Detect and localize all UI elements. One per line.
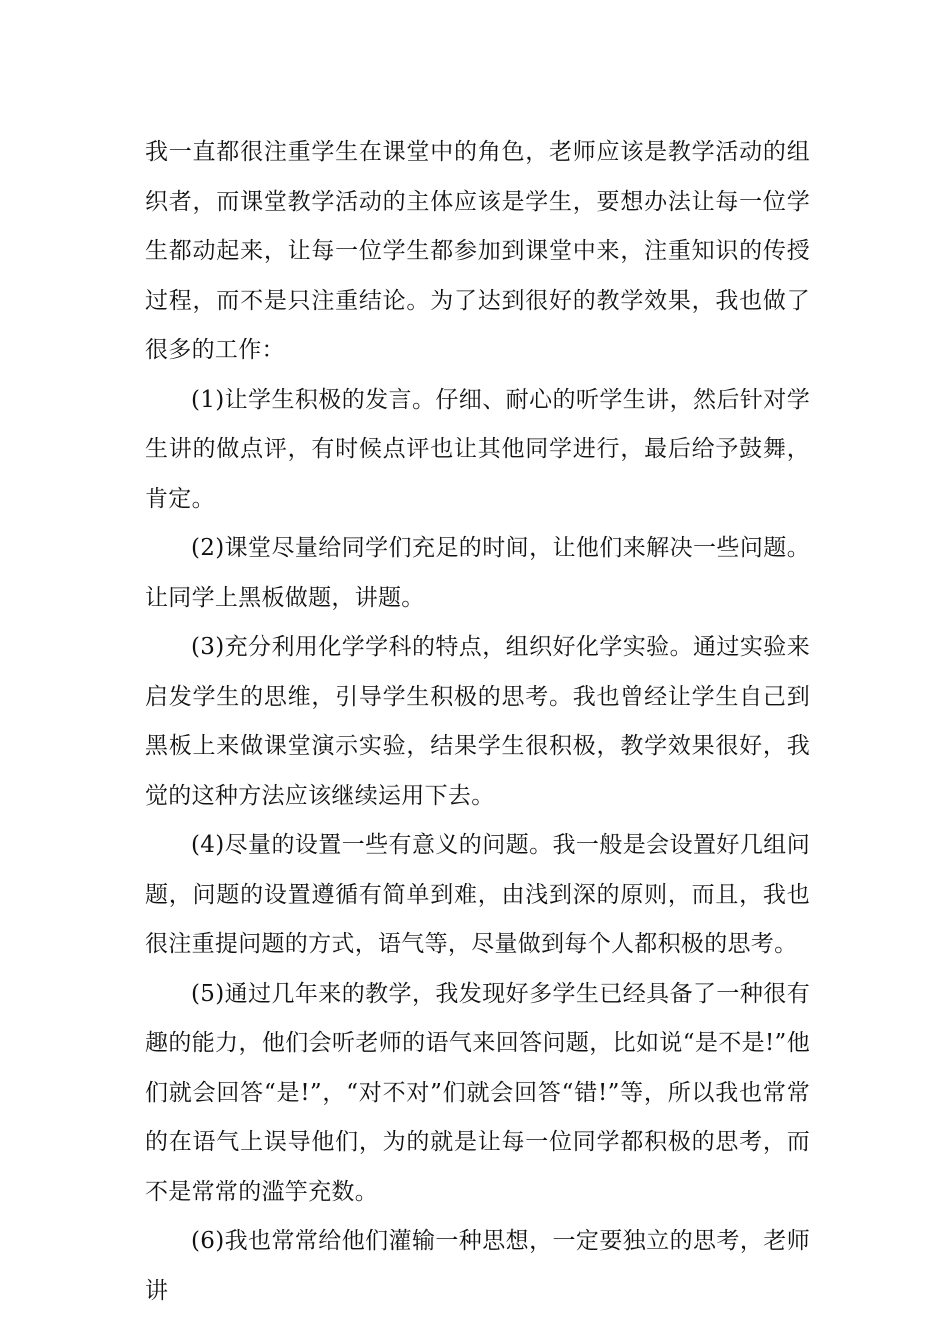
paragraph-item-6: (6)我也常常给他们灌输一种思想，一定要独立的思考，老师讲 (145, 1228, 810, 1304)
paragraph-item-1: (1)让学生积极的发言。仔细、耐心的听学生讲，然后针对学生讲的做点评，有时候点评也让其他同学进行，最后给予鼓舞，肯定。 (145, 386, 810, 512)
document-body (145, 128, 810, 1316)
paragraph-item-5: (5)通过几年来的教学，我发现好多学生已经具备了一种很有趣的能力，他们会听老师的语气来回答问题，比如说“是不是!”他们就会回答“是!”，“对不对”们就会回答“错!”等，所以我也常常的在语气上误导他们，为的就是让每一位同学都积极的思考，而不是常常的滥竽充数。 (145, 980, 810, 1205)
paragraph-item-3: (3)充分利用化学学科的特点，组织好化学实验。通过实验来启发学生的思维，引导学生积极的思考。我也曾经让学生自己到黑板上来做课堂演示实验，结果学生很积极，教学效果很好，我觉的这种方法应该继续运用下去。 (145, 634, 810, 809)
paragraph-item-2: (2)课堂尽量给同学们充足的时间，让他们来解决一些问题。让同学上黑板做题，讲题。 (145, 535, 810, 611)
paragraph-intro: 我一直都很注重学生在课堂中的角色，老师应该是教学活动的组织者，而课堂教学活动的主体应该是学生，要想办法让每一位学生都动起来，让每一位学生都参加到课堂中来，注重知识的传授过程，而不是只注重结论。为了达到很好的教学效果，我也做了很多的工作： (145, 139, 810, 363)
paragraph-item-4: (4)尽量的设置一些有意义的问题。我一般是会设置好几组问题，问题的设置遵循有简单到难，由浅到深的原则，而且，我也很注重提问题的方式，语气等，尽量做到每个人都积极的思考。 (145, 832, 810, 957)
